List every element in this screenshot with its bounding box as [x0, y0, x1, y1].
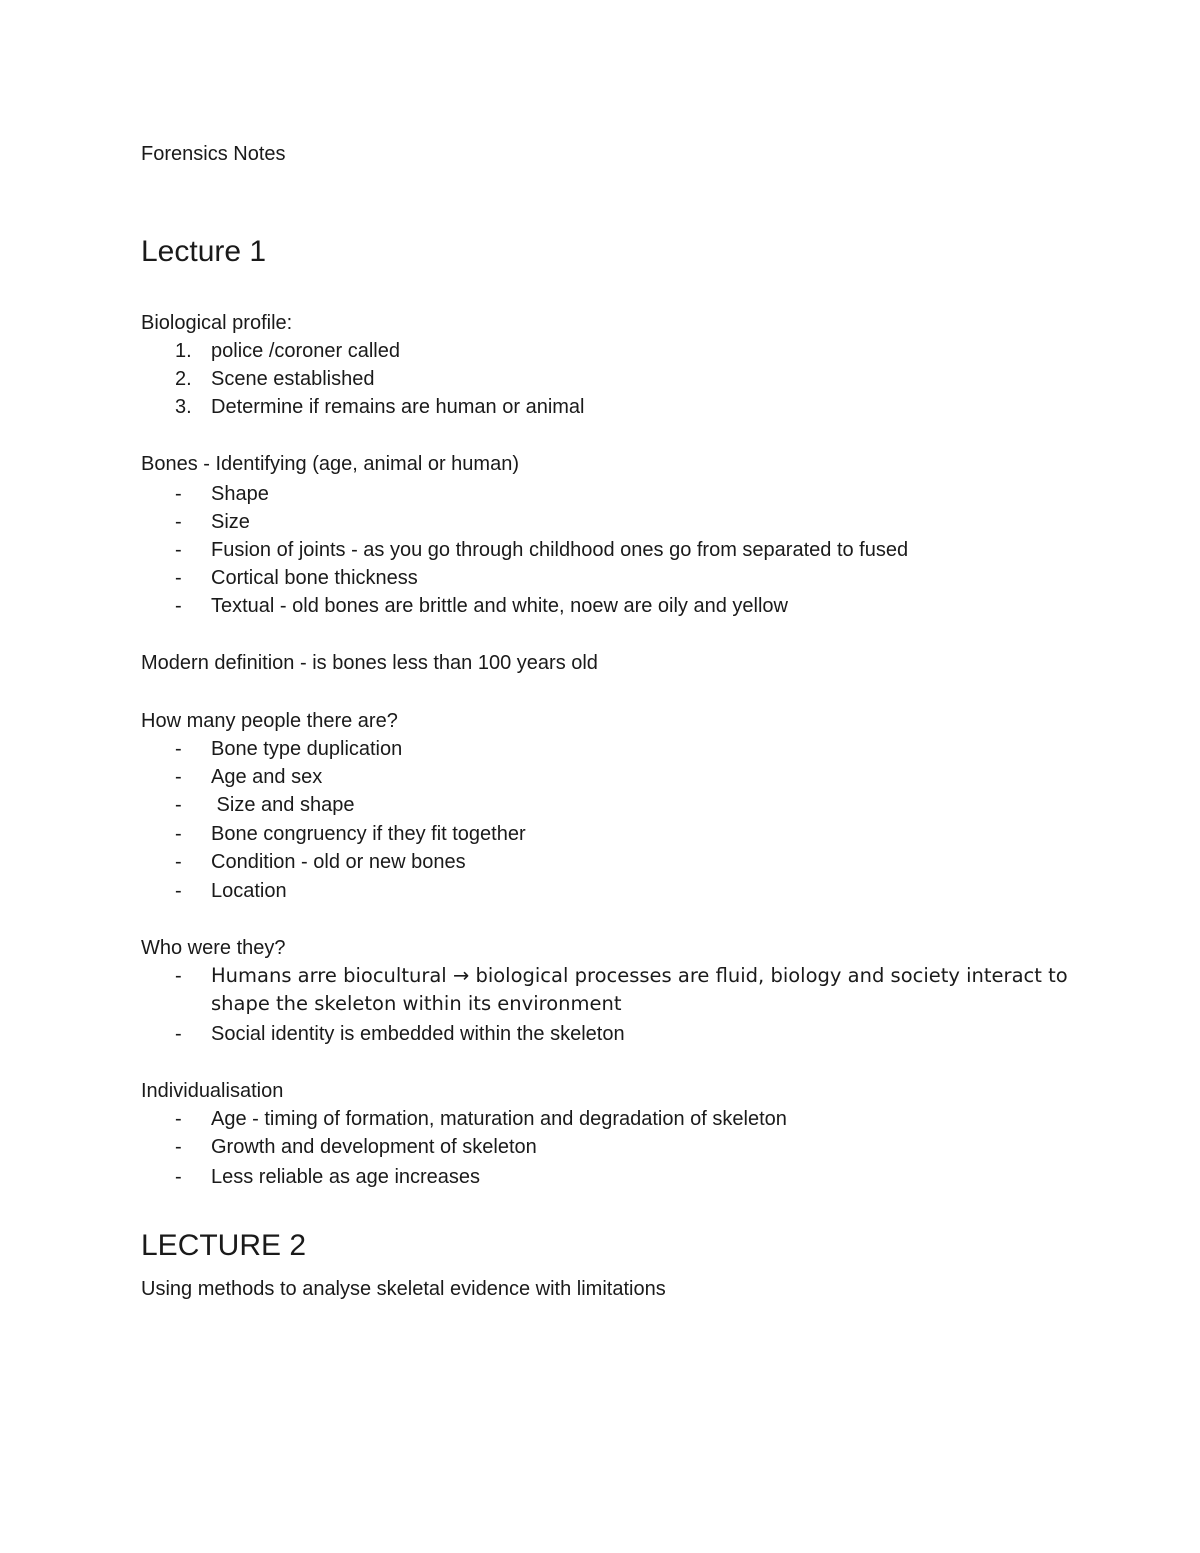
list-item-text: Social identity is embedded within the skeleton — [211, 1023, 625, 1045]
lecture-2-heading: LECTURE 2 — [141, 1229, 307, 1262]
lecture-2-intro: Using methods to analyse skeletal evidence with limitations — [141, 1278, 666, 1300]
dash-bullet: - — [175, 483, 182, 505]
individualisation-label: Individualisation — [141, 1080, 284, 1102]
who-label: Who were they? — [141, 937, 286, 959]
list-item-text: Scene established — [211, 368, 375, 390]
list-number: 2. — [175, 368, 192, 390]
dash-bullet: - — [175, 1166, 182, 1188]
list-item-text: Size — [211, 511, 250, 533]
dash-bullet: - — [175, 539, 182, 561]
how-many-label: How many people there are? — [141, 710, 398, 732]
list-item-text: Shape — [211, 483, 269, 505]
list-item-text: police /coroner called — [211, 340, 400, 362]
dash-bullet: - — [175, 851, 182, 873]
dash-bullet: - — [175, 595, 182, 617]
dash-bullet: - — [175, 823, 182, 845]
lecture-1-heading: Lecture 1 — [141, 235, 267, 268]
dash-bullet: - — [175, 880, 182, 902]
list-item-text: Humans arre biocultural → biological processes are fluid, biology and society interact to shape the skeleton within its environment — [211, 964, 1068, 1015]
list-item-text: Determine if remains are human or animal — [211, 396, 585, 418]
biological-profile-label: Biological profile: — [141, 312, 293, 334]
dash-bullet: - — [175, 511, 182, 533]
dash-bullet: - — [175, 1108, 182, 1130]
dash-bullet: - — [175, 1023, 182, 1045]
bones-label: Bones - Identifying (age, animal or human) — [141, 453, 519, 475]
list-item-text: Cortical bone thickness — [211, 567, 418, 589]
list-item-text: Bone congruency if they fit together — [211, 823, 526, 845]
list-item-text: Size and shape — [211, 794, 355, 816]
list-item-text: Condition - old or new bones — [211, 851, 466, 873]
list-number: 1. — [175, 340, 192, 362]
list-item-text: Age - timing of formation, maturation and degradation of skeleton — [211, 1108, 787, 1130]
dash-bullet: - — [175, 794, 182, 816]
dash-bullet: - — [175, 738, 182, 760]
list-item-text: Less reliable as age increases — [211, 1166, 481, 1188]
modern-definition: Modern definition - is bones less than 100 years old — [141, 652, 598, 674]
list-item-text: Age and sex — [211, 766, 323, 788]
dash-bullet: - — [175, 1136, 182, 1158]
list-item-text: Location — [211, 880, 287, 902]
dash-bullet: - — [175, 766, 182, 788]
list-number: 3. — [175, 396, 192, 418]
dash-bullet: - — [175, 567, 182, 589]
dash-bullet: - — [175, 965, 182, 987]
doc-title: Forensics Notes — [141, 143, 286, 165]
list-item-text: Growth and development of skeleton — [211, 1136, 537, 1158]
list-item-text: Fusion of joints - as you go through childhood ones go from separated to fused — [211, 539, 909, 561]
list-item-text: Textual - old bones are brittle and white, noew are oily and yellow — [211, 595, 788, 617]
list-item-text: Bone type duplication — [211, 738, 403, 760]
